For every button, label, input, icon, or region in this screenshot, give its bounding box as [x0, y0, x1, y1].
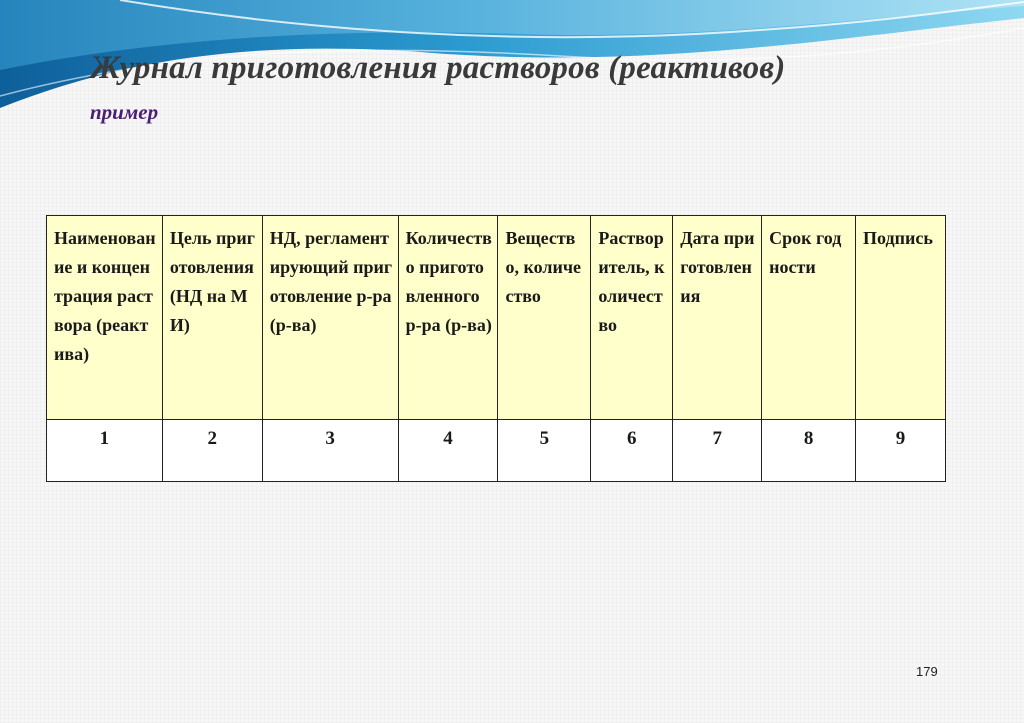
page-number: 179 — [916, 664, 938, 679]
header-quantity-prepared: Количество приготовленного р-ра (р-ва) — [398, 216, 498, 420]
column-number: 8 — [762, 420, 856, 482]
column-number: 9 — [856, 420, 946, 482]
header-regulation: НД, регламентирующий приготовление р-ра (р-ва) — [262, 216, 398, 420]
header-signature: Подпись — [856, 216, 946, 420]
header-preparation-date: Дата приготовления — [673, 216, 762, 420]
header-solvent: Растворитель, количество — [591, 216, 673, 420]
table-header-row — [47, 216, 946, 420]
slide-title: Журнал приготовления растворов (реактивов) — [90, 50, 786, 86]
journal-table — [46, 215, 946, 482]
column-number: 4 — [398, 420, 498, 482]
slide-subtitle: пример — [90, 100, 159, 124]
table-number-row — [47, 420, 946, 482]
column-number: 6 — [591, 420, 673, 482]
header-purpose: Цель приготовления (НД на МИ) — [162, 216, 262, 420]
column-number: 2 — [162, 420, 262, 482]
header-name-concentration: Наименование и концентрация раствора (реактива) — [47, 216, 163, 420]
column-number: 5 — [498, 420, 591, 482]
column-number: 3 — [262, 420, 398, 482]
column-number: 1 — [47, 420, 163, 482]
header-substance: Вещество, количество — [498, 216, 591, 420]
header-shelf-life: Срок годности — [762, 216, 856, 420]
column-number: 7 — [673, 420, 762, 482]
